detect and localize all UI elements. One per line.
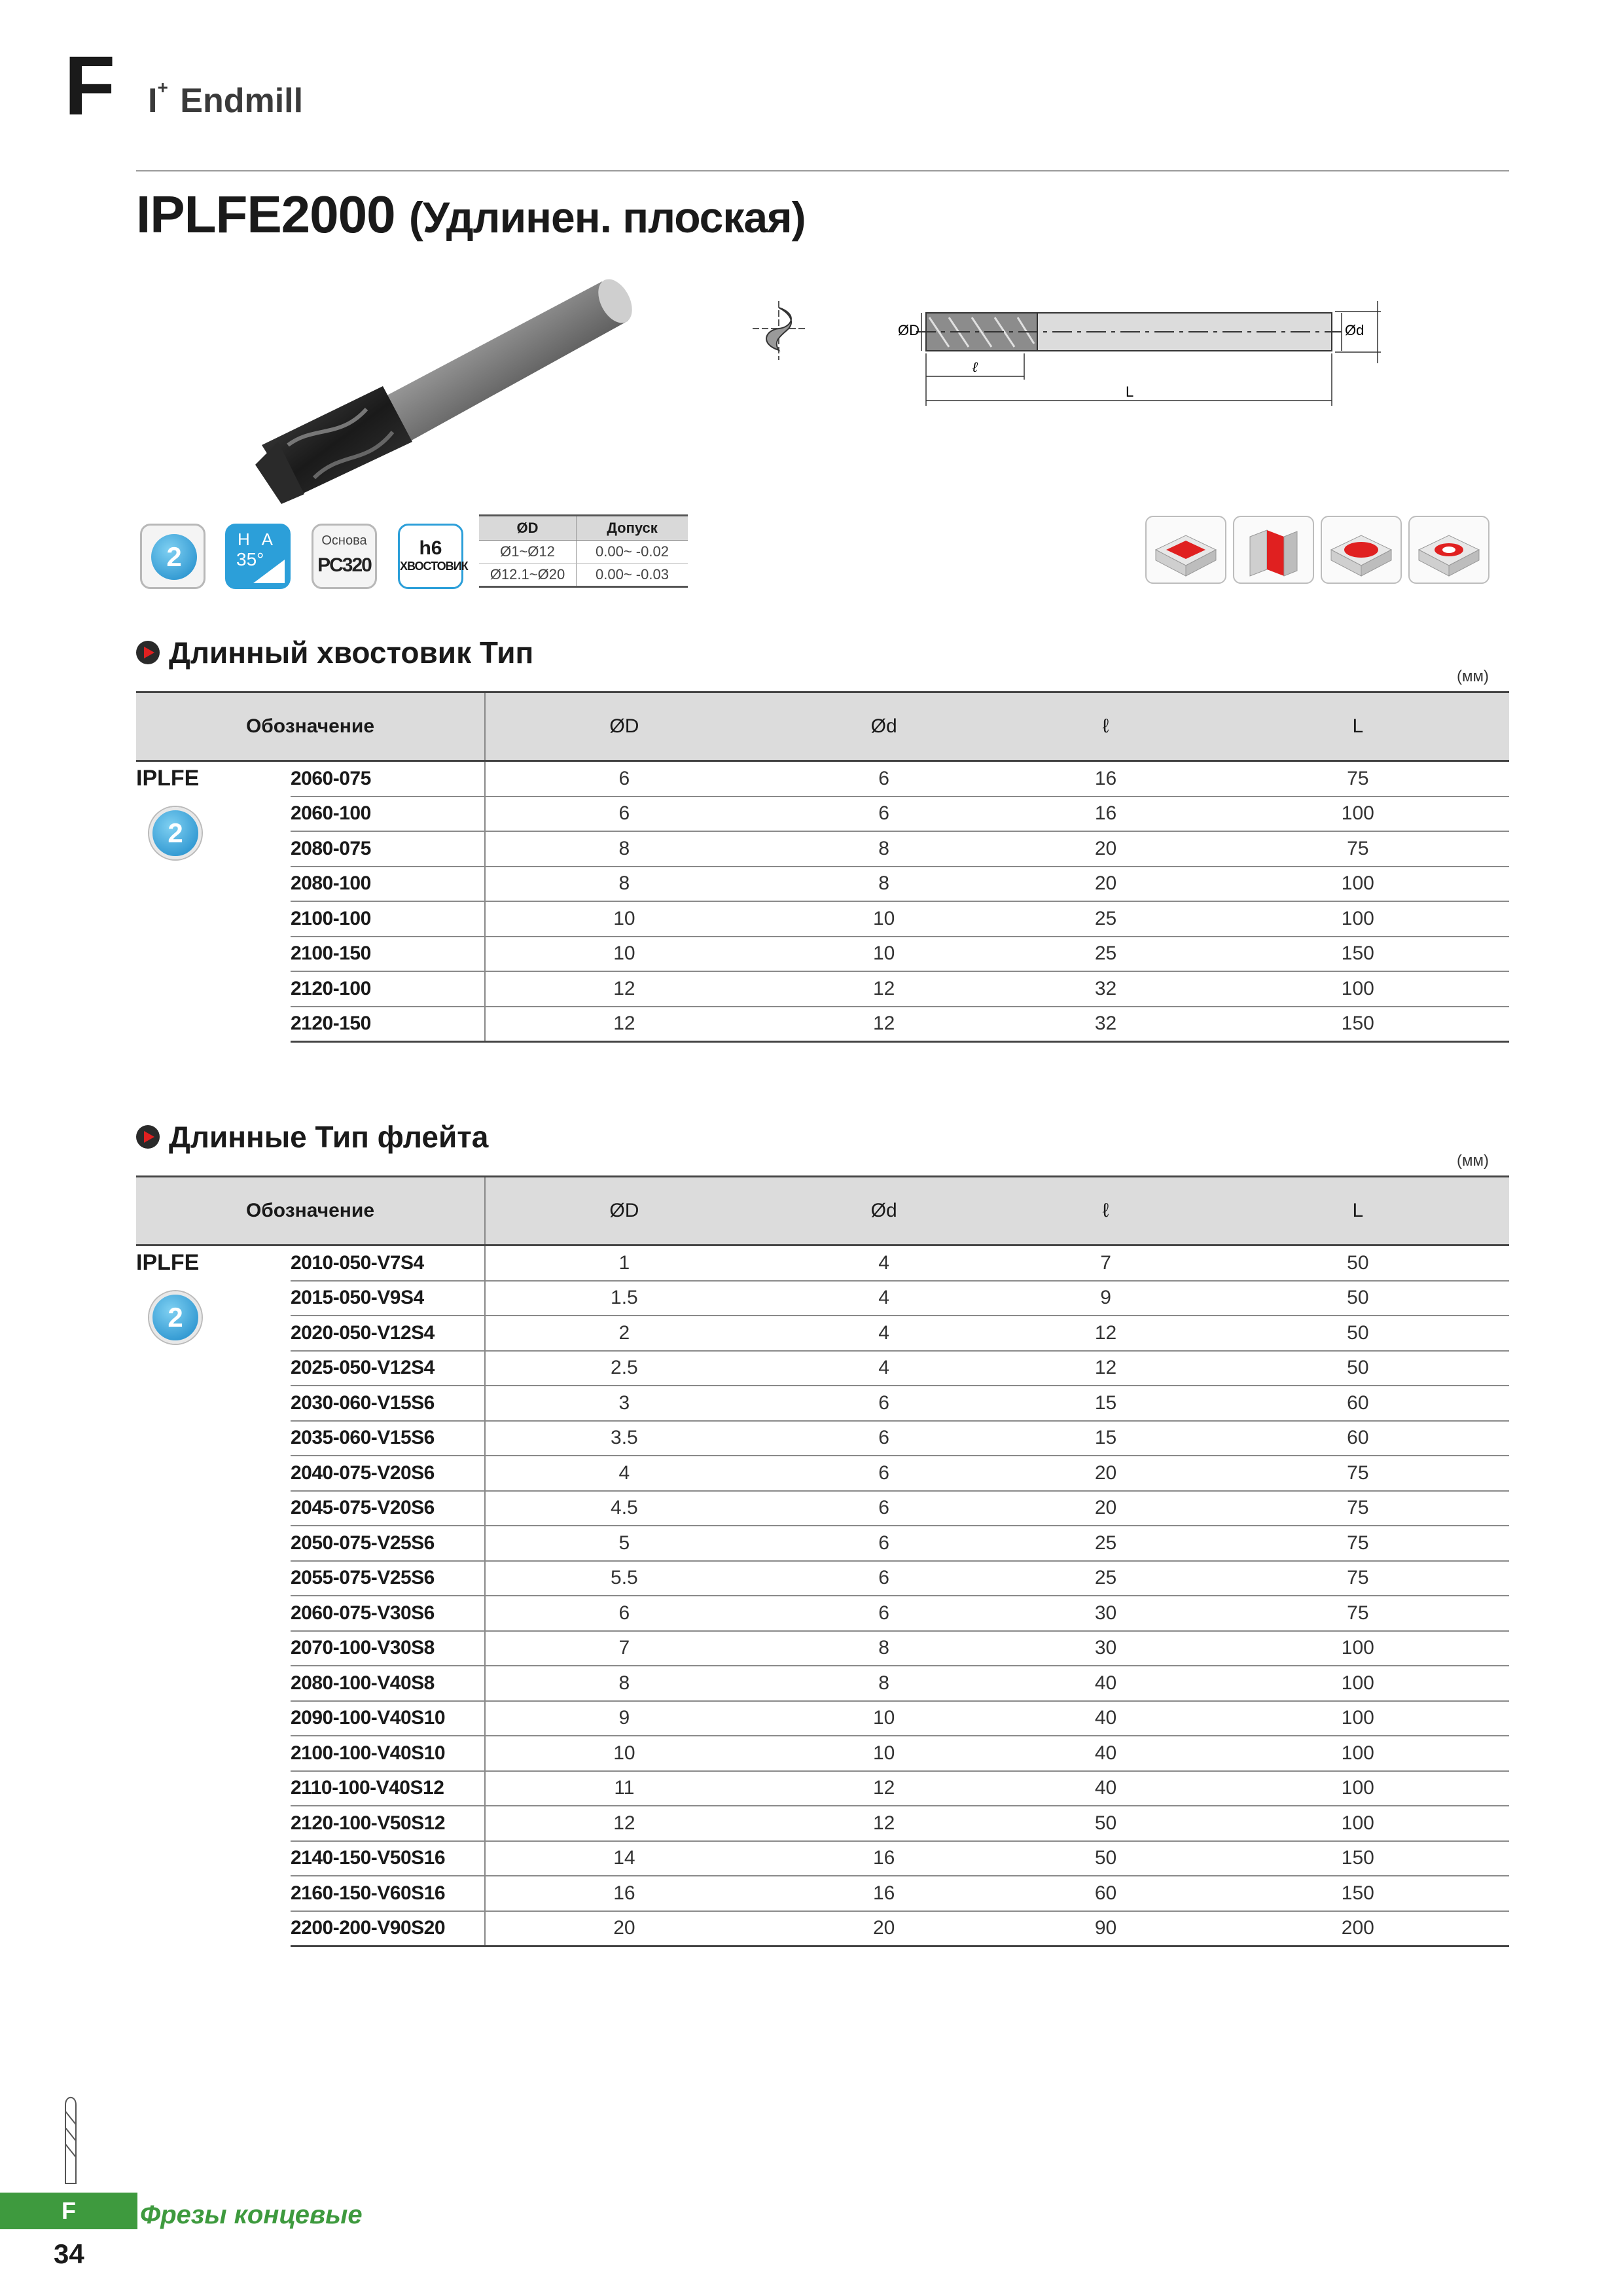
- flute-length-cell: 16: [1005, 761, 1206, 797]
- dia-cell: 7: [485, 1631, 763, 1666]
- dia-cell: 12: [485, 1007, 763, 1042]
- dia-cell: 10: [485, 901, 763, 937]
- length-cell: 60: [1207, 1421, 1509, 1456]
- length-cell: 75: [1207, 1596, 1509, 1631]
- designation-cell: 2110-100-V40S12: [291, 1771, 485, 1806]
- length-cell: 100: [1207, 1701, 1509, 1736]
- col-L: L: [1207, 692, 1509, 761]
- shank-cell: 4: [763, 1246, 1005, 1281]
- flute-length-cell: 30: [1005, 1631, 1206, 1666]
- dia-cell: 3.5: [485, 1421, 763, 1456]
- designation-cell: 2100-100: [291, 901, 485, 937]
- bullet-arrow-icon: [136, 641, 160, 664]
- shank-cell: 6: [763, 1561, 1005, 1596]
- table-row: [136, 1421, 1509, 1456]
- dia-cell: 1: [485, 1246, 763, 1281]
- table-row: [136, 1246, 1509, 1281]
- designation-cell: 2035-060-V15S6: [291, 1421, 485, 1456]
- flute-length-cell: 25: [1005, 1526, 1206, 1561]
- flute-length-cell: 40: [1005, 1736, 1206, 1771]
- designation-cell: 2140-150-V50S16: [291, 1841, 485, 1876]
- designation-cell: 2010-050-V7S4: [291, 1246, 485, 1281]
- dia-cell: 12: [485, 971, 763, 1007]
- flute-length-cell: 15: [1005, 1421, 1206, 1456]
- table-row: [136, 1666, 1509, 1701]
- group-label: IPLFE: [136, 766, 200, 791]
- shank-tolerance: h6: [419, 537, 442, 559]
- col-designation: Обозначение: [136, 1177, 485, 1246]
- endmill-silhouette-icon: [58, 2092, 84, 2190]
- flute-length-cell: 20: [1005, 1491, 1206, 1526]
- shank-cell: 6: [763, 761, 1005, 797]
- table-row: [136, 1491, 1509, 1526]
- shank-cell: 4: [763, 1281, 1005, 1316]
- flute-length-cell: 50: [1005, 1841, 1206, 1876]
- side-milling-icon: [1233, 516, 1314, 584]
- flute-length-cell: 50: [1005, 1806, 1206, 1841]
- designation-cell: 2120-100: [291, 971, 485, 1007]
- footer-section-tab: F: [0, 2193, 137, 2229]
- shank-cell: 20: [763, 1911, 1005, 1946]
- table-row: [136, 937, 1509, 972]
- col-d: Ød: [763, 1177, 1005, 1246]
- flute-length-label: ℓ: [972, 359, 978, 375]
- length-cell: 100: [1207, 1631, 1509, 1666]
- col-designation: Обозначение: [136, 692, 485, 761]
- designation-cell: 2015-050-V9S4: [291, 1281, 485, 1316]
- designation-cell: 2160-150-V60S16: [291, 1876, 485, 1911]
- long-shank-table-body: [136, 761, 1509, 1042]
- tol-value: 0.00~ -0.02: [577, 541, 688, 564]
- table-row: [136, 1701, 1509, 1736]
- shank-cell: 16: [763, 1841, 1005, 1876]
- bullet-arrow-icon: [136, 1125, 160, 1149]
- flute-length-cell: 40: [1005, 1771, 1206, 1806]
- flute-length-cell: 20: [1005, 1456, 1206, 1491]
- length-cell: 100: [1207, 1806, 1509, 1841]
- flute-length-cell: 40: [1005, 1701, 1206, 1736]
- shank-cell: 6: [763, 1596, 1005, 1631]
- col-d: Ød: [763, 692, 1005, 761]
- table-row: [136, 867, 1509, 902]
- length-cell: 150: [1207, 937, 1509, 972]
- length-cell: 150: [1207, 1876, 1509, 1911]
- length-cell: 75: [1207, 761, 1509, 797]
- shank-tolerance-label: ХВОСТОВИК: [400, 560, 468, 573]
- table-row: [136, 901, 1509, 937]
- table-row: [136, 1316, 1509, 1351]
- dia-cell: 1.5: [485, 1281, 763, 1316]
- group-cell: [136, 1246, 291, 1946]
- shank-cell: 6: [763, 1386, 1005, 1421]
- table-row: [136, 1386, 1509, 1421]
- designation-cell: 2080-100: [291, 867, 485, 902]
- tol-row: [479, 564, 688, 587]
- helix-angle: 35°: [236, 549, 264, 569]
- overall-length-label: L: [1126, 384, 1134, 400]
- flute-count: 2: [151, 534, 197, 580]
- length-cell: 100: [1207, 901, 1509, 937]
- dia-cell: 2.5: [485, 1351, 763, 1386]
- dia-cell: 5: [485, 1526, 763, 1561]
- shank-cell: 12: [763, 1771, 1005, 1806]
- dia-cell: 3: [485, 1386, 763, 1421]
- shank-cell: 6: [763, 797, 1005, 832]
- table-row: [136, 1007, 1509, 1042]
- shank-cell: 8: [763, 867, 1005, 902]
- flute-length-cell: 25: [1005, 1561, 1206, 1596]
- table-row: [136, 1911, 1509, 1946]
- tolerance-table: [479, 514, 688, 588]
- pocketing-icon: [1321, 516, 1402, 584]
- flute-length-cell: 25: [1005, 937, 1206, 972]
- table-row: [136, 1526, 1509, 1561]
- product-code: IPLFE2000: [136, 185, 395, 243]
- shank-cell: 8: [763, 1666, 1005, 1701]
- section-title: Длинный хвостовик Тип: [169, 636, 534, 670]
- shank-cell: 10: [763, 937, 1005, 972]
- dia-cell: 12: [485, 1806, 763, 1841]
- designation-cell: 2040-075-V20S6: [291, 1456, 485, 1491]
- shank-cell: 4: [763, 1351, 1005, 1386]
- shank-cell: 4: [763, 1316, 1005, 1351]
- designation-cell: 2100-150: [291, 937, 485, 972]
- tol-range: Ø1~Ø12: [479, 541, 577, 564]
- dimension-drawing: [753, 288, 1394, 419]
- long-flute-table: [136, 1175, 1509, 1947]
- dia-cell: 10: [485, 937, 763, 972]
- helix-angle-badge: [225, 524, 291, 589]
- helix-label: H A: [238, 529, 277, 549]
- designation-cell: 2120-150: [291, 1007, 485, 1042]
- table-row: [136, 761, 1509, 797]
- flute-count-badge: 2: [149, 807, 202, 859]
- table-row: [136, 1351, 1509, 1386]
- length-cell: 60: [1207, 1386, 1509, 1421]
- dia-cell: 11: [485, 1771, 763, 1806]
- length-cell: 50: [1207, 1351, 1509, 1386]
- length-cell: 100: [1207, 971, 1509, 1007]
- flute-length-cell: 60: [1005, 1876, 1206, 1911]
- tol-value: 0.00~ -0.03: [577, 564, 688, 587]
- length-cell: 75: [1207, 1561, 1509, 1596]
- flute-length-cell: 12: [1005, 1351, 1206, 1386]
- flute-length-cell: 20: [1005, 867, 1206, 902]
- dia-cell: 8: [485, 831, 763, 867]
- table-row: [136, 1596, 1509, 1631]
- shank-cell: 8: [763, 1631, 1005, 1666]
- flute-length-cell: 12: [1005, 1316, 1206, 1351]
- length-cell: 75: [1207, 831, 1509, 867]
- designation-cell: 2120-100-V50S12: [291, 1806, 485, 1841]
- dia-cell: 14: [485, 1841, 763, 1876]
- table-row: [136, 1736, 1509, 1771]
- flute-length-cell: 15: [1005, 1386, 1206, 1421]
- footer-category: Фрезы концевые: [140, 2200, 363, 2229]
- table-row: [136, 1771, 1509, 1806]
- col-l: ℓ: [1005, 1177, 1206, 1246]
- designation-cell: 2060-100: [291, 797, 485, 832]
- series-prefix: I: [148, 82, 158, 120]
- group-label: IPLFE: [136, 1250, 200, 1275]
- table-row: [136, 1561, 1509, 1596]
- shank-cell: 6: [763, 1456, 1005, 1491]
- designation-cell: 2055-075-V25S6: [291, 1561, 485, 1596]
- length-cell: 50: [1207, 1246, 1509, 1281]
- tol-header-tol: Допуск: [577, 516, 688, 541]
- section-letter: F: [64, 39, 116, 133]
- dia-cell: 10: [485, 1736, 763, 1771]
- designation-cell: 2030-060-V15S6: [291, 1386, 485, 1421]
- col-l: ℓ: [1005, 692, 1206, 761]
- shank-cell: 6: [763, 1421, 1005, 1456]
- plunge-icon: [1408, 516, 1489, 584]
- grade-badge: [312, 524, 377, 589]
- flute-count-badge: [140, 524, 205, 589]
- section-long-shank-heading: [136, 635, 533, 670]
- shank-cell: 12: [763, 971, 1005, 1007]
- flute-length-cell: 32: [1005, 1007, 1206, 1042]
- shank-label: Ød: [1345, 322, 1364, 338]
- flute-count-badge: 2: [149, 1291, 202, 1344]
- section-title: Длинные Тип флейта: [169, 1120, 489, 1154]
- series-sup: +: [157, 77, 168, 98]
- designation-cell: 2080-075: [291, 831, 485, 867]
- table-row: [136, 1876, 1509, 1911]
- col-D: ØD: [485, 1177, 763, 1246]
- series-label: Endmill: [180, 82, 304, 120]
- flute-length-cell: 30: [1005, 1596, 1206, 1631]
- shank-tolerance-badge: [398, 524, 468, 589]
- designation-cell: 2090-100-V40S10: [291, 1701, 485, 1736]
- dia-cell: 6: [485, 761, 763, 797]
- flute-length-cell: 20: [1005, 831, 1206, 867]
- flute-length-cell: 9: [1005, 1281, 1206, 1316]
- designation-cell: 2080-100-V40S8: [291, 1666, 485, 1701]
- flute-length-cell: 25: [1005, 901, 1206, 937]
- designation-cell: 2070-100-V30S8: [291, 1631, 485, 1666]
- cross-section-icon: [753, 301, 805, 360]
- dia-cell: 16: [485, 1876, 763, 1911]
- dia-cell: 6: [485, 1596, 763, 1631]
- dia-cell: 5.5: [485, 1561, 763, 1596]
- grade-label: Основа: [321, 533, 367, 548]
- table-row: [136, 1631, 1509, 1666]
- length-cell: 50: [1207, 1316, 1509, 1351]
- unit-label: (мм): [1457, 668, 1489, 685]
- table-row: [136, 1806, 1509, 1841]
- group-cell: [136, 761, 291, 1042]
- length-cell: 100: [1207, 1771, 1509, 1806]
- designation-cell: 2060-075: [291, 761, 485, 797]
- table-row: [136, 1456, 1509, 1491]
- table-row: [136, 1281, 1509, 1316]
- designation-cell: 2060-075-V30S6: [291, 1596, 485, 1631]
- section-long-flute-heading: [136, 1119, 488, 1155]
- shank-cell: 10: [763, 1736, 1005, 1771]
- table-row: [136, 831, 1509, 867]
- product-desc: (Удлинен. плоская): [408, 193, 806, 242]
- length-cell: 50: [1207, 1281, 1509, 1316]
- slotting-icon: [1145, 516, 1226, 584]
- tol-range: Ø12.1~Ø20: [479, 564, 577, 587]
- col-D: ØD: [485, 692, 763, 761]
- flute-length-cell: 32: [1005, 971, 1206, 1007]
- designation-cell: 2200-200-V90S20: [291, 1911, 485, 1946]
- table-row: [136, 797, 1509, 832]
- shank-cell: 16: [763, 1876, 1005, 1911]
- designation-cell: 2020-050-V12S4: [291, 1316, 485, 1351]
- length-cell: 75: [1207, 1526, 1509, 1561]
- tol-header-dia: ØD: [479, 516, 577, 541]
- designation-cell: 2025-050-V12S4: [291, 1351, 485, 1386]
- table-row: [136, 1841, 1509, 1876]
- length-cell: 200: [1207, 1911, 1509, 1946]
- dia-cell: 8: [485, 1666, 763, 1701]
- long-shank-table: [136, 691, 1509, 1043]
- shank-cell: 8: [763, 831, 1005, 867]
- designation-cell: 2045-075-V20S6: [291, 1491, 485, 1526]
- designation-cell: 2050-075-V25S6: [291, 1526, 485, 1561]
- dia-cell: 4.5: [485, 1491, 763, 1526]
- unit-label: (мм): [1457, 1152, 1489, 1170]
- shank-cell: 12: [763, 1007, 1005, 1042]
- flute-length-cell: 90: [1005, 1911, 1206, 1946]
- length-cell: 75: [1207, 1456, 1509, 1491]
- designation-cell: 2100-100-V40S10: [291, 1736, 485, 1771]
- series-name: [148, 77, 304, 120]
- shank-cell: 6: [763, 1491, 1005, 1526]
- dia-cell: 6: [485, 797, 763, 832]
- shank-cell: 10: [763, 901, 1005, 937]
- flute-length-cell: 7: [1005, 1246, 1206, 1281]
- shank-cell: 6: [763, 1526, 1005, 1561]
- shank-cell: 12: [763, 1806, 1005, 1841]
- dia-cell: 8: [485, 867, 763, 902]
- dia-cell: 9: [485, 1701, 763, 1736]
- length-cell: 100: [1207, 1666, 1509, 1701]
- dia-cell: 2: [485, 1316, 763, 1351]
- col-L: L: [1207, 1177, 1509, 1246]
- shank-cell: 10: [763, 1701, 1005, 1736]
- flute-length-cell: 40: [1005, 1666, 1206, 1701]
- page-number: 34: [54, 2238, 84, 2269]
- header-divider: [136, 170, 1509, 171]
- helix-triangle-icon: [253, 560, 285, 583]
- length-cell: 75: [1207, 1491, 1509, 1526]
- length-cell: 150: [1207, 1841, 1509, 1876]
- length-cell: 100: [1207, 867, 1509, 902]
- long-flute-table-body: [136, 1246, 1509, 1946]
- product-title: [136, 185, 806, 245]
- dia-label: ØD: [898, 322, 919, 338]
- grade-value: PC320: [317, 554, 371, 576]
- dia-cell: 4: [485, 1456, 763, 1491]
- flute-length-cell: 16: [1005, 797, 1206, 832]
- length-cell: 100: [1207, 1736, 1509, 1771]
- length-cell: 150: [1207, 1007, 1509, 1042]
- length-cell: 100: [1207, 797, 1509, 832]
- endmill-photo: [242, 268, 635, 504]
- dia-cell: 20: [485, 1911, 763, 1946]
- table-row: [136, 971, 1509, 1007]
- tol-row: [479, 541, 688, 564]
